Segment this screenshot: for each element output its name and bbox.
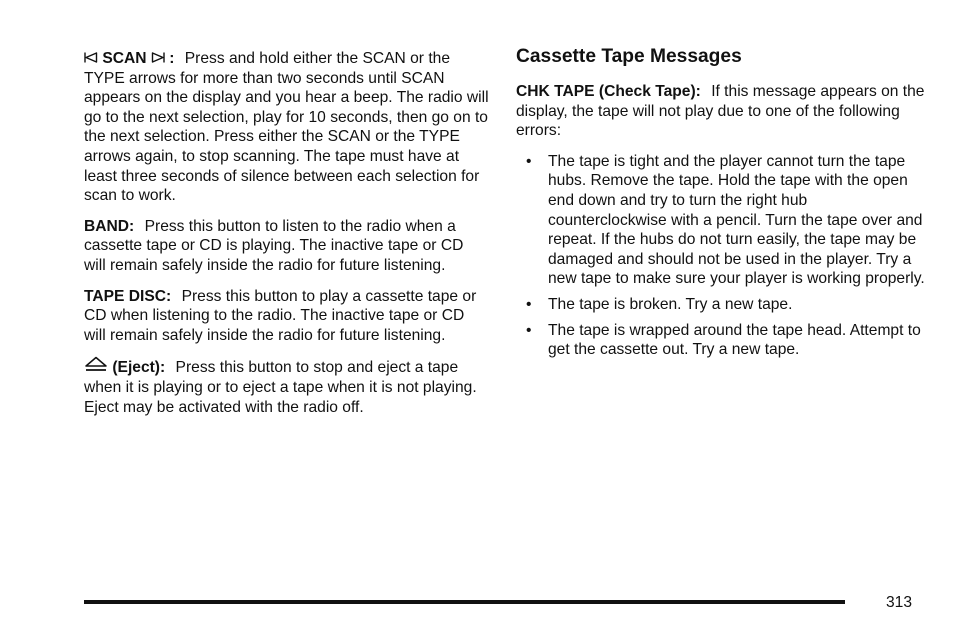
scan-description: Press and hold either the SCAN or the TYPE arrows for more than two seconds until SCAN appears on the display and you hear a beep. The radio will go to the next selection, play for 10 seconds, then go on to the next selection. Press either the SCAN or the TYPE arrows again, to stop scanning. The tape must have at least three seconds of silence between each selection for scan to work. [84, 50, 489, 205]
eject-entry [84, 356, 489, 417]
bullet-icon: • [526, 295, 532, 313]
tape-disc-entry [84, 287, 489, 346]
eject-term: (Eject): [112, 359, 166, 377]
seek-next-icon [151, 52, 165, 63]
eject-description: Press this button to stop and eject a tape when it is playing or to eject a tape when it is not playing. Eject may be activated with the radio off. [84, 359, 477, 416]
scan-term: SCAN [102, 50, 147, 67]
bullet-icon: • [526, 321, 532, 339]
band-description: Press this button to listen to the radio when a cassette tape or CD is playing. The inactive tape or CD will remain safely inside the radio for future listening. [84, 217, 464, 274]
scan-entry [84, 49, 489, 206]
seek-previous-icon [84, 52, 98, 63]
page-number: 313 [886, 594, 913, 611]
list-item-text: The tape is broken. Try a new tape. [548, 295, 793, 313]
tape-disc-term: TAPE DISC: [84, 287, 172, 305]
list-item [516, 321, 926, 360]
chk-tape-term: CHK TAPE (Check Tape): [516, 83, 701, 100]
band-entry [84, 217, 489, 276]
error-list [516, 152, 926, 360]
band-term: BAND: [84, 217, 135, 235]
chk-tape-entry [516, 82, 926, 141]
list-item [516, 295, 926, 315]
list-item [516, 152, 926, 289]
chk-tape-description: If this message appears on the display, the tape will not play due to one of the following errors: [516, 83, 925, 140]
scan-colon: : [169, 50, 175, 67]
list-item-text: The tape is tight and the player cannot turn the tape hubs. Remove the tape. Hold the tape with the open end down and try to turn the right hub counterclockwise with a pencil. Turn the tape over and repeat. If the hubs do not turn easily, the tape may be damaged and should not be used in the player. Try a new tape to make sure your player is working properly. [548, 152, 925, 288]
right-column [516, 45, 926, 366]
footer-rule [84, 600, 845, 604]
bullet-icon: • [526, 152, 532, 170]
left-column [84, 49, 489, 428]
list-item-text: The tape is wrapped around the tape head. Attempt to get the cassette out. Try a new tape. [548, 321, 921, 359]
tape-disc-description: Press this button to play a cassette tape or CD when listening to the radio. The inactive tape or CD will remain safely inside the radio for future listening. [84, 287, 477, 344]
section-heading: Cassette Tape Messages [516, 46, 742, 67]
eject-icon [84, 356, 108, 372]
